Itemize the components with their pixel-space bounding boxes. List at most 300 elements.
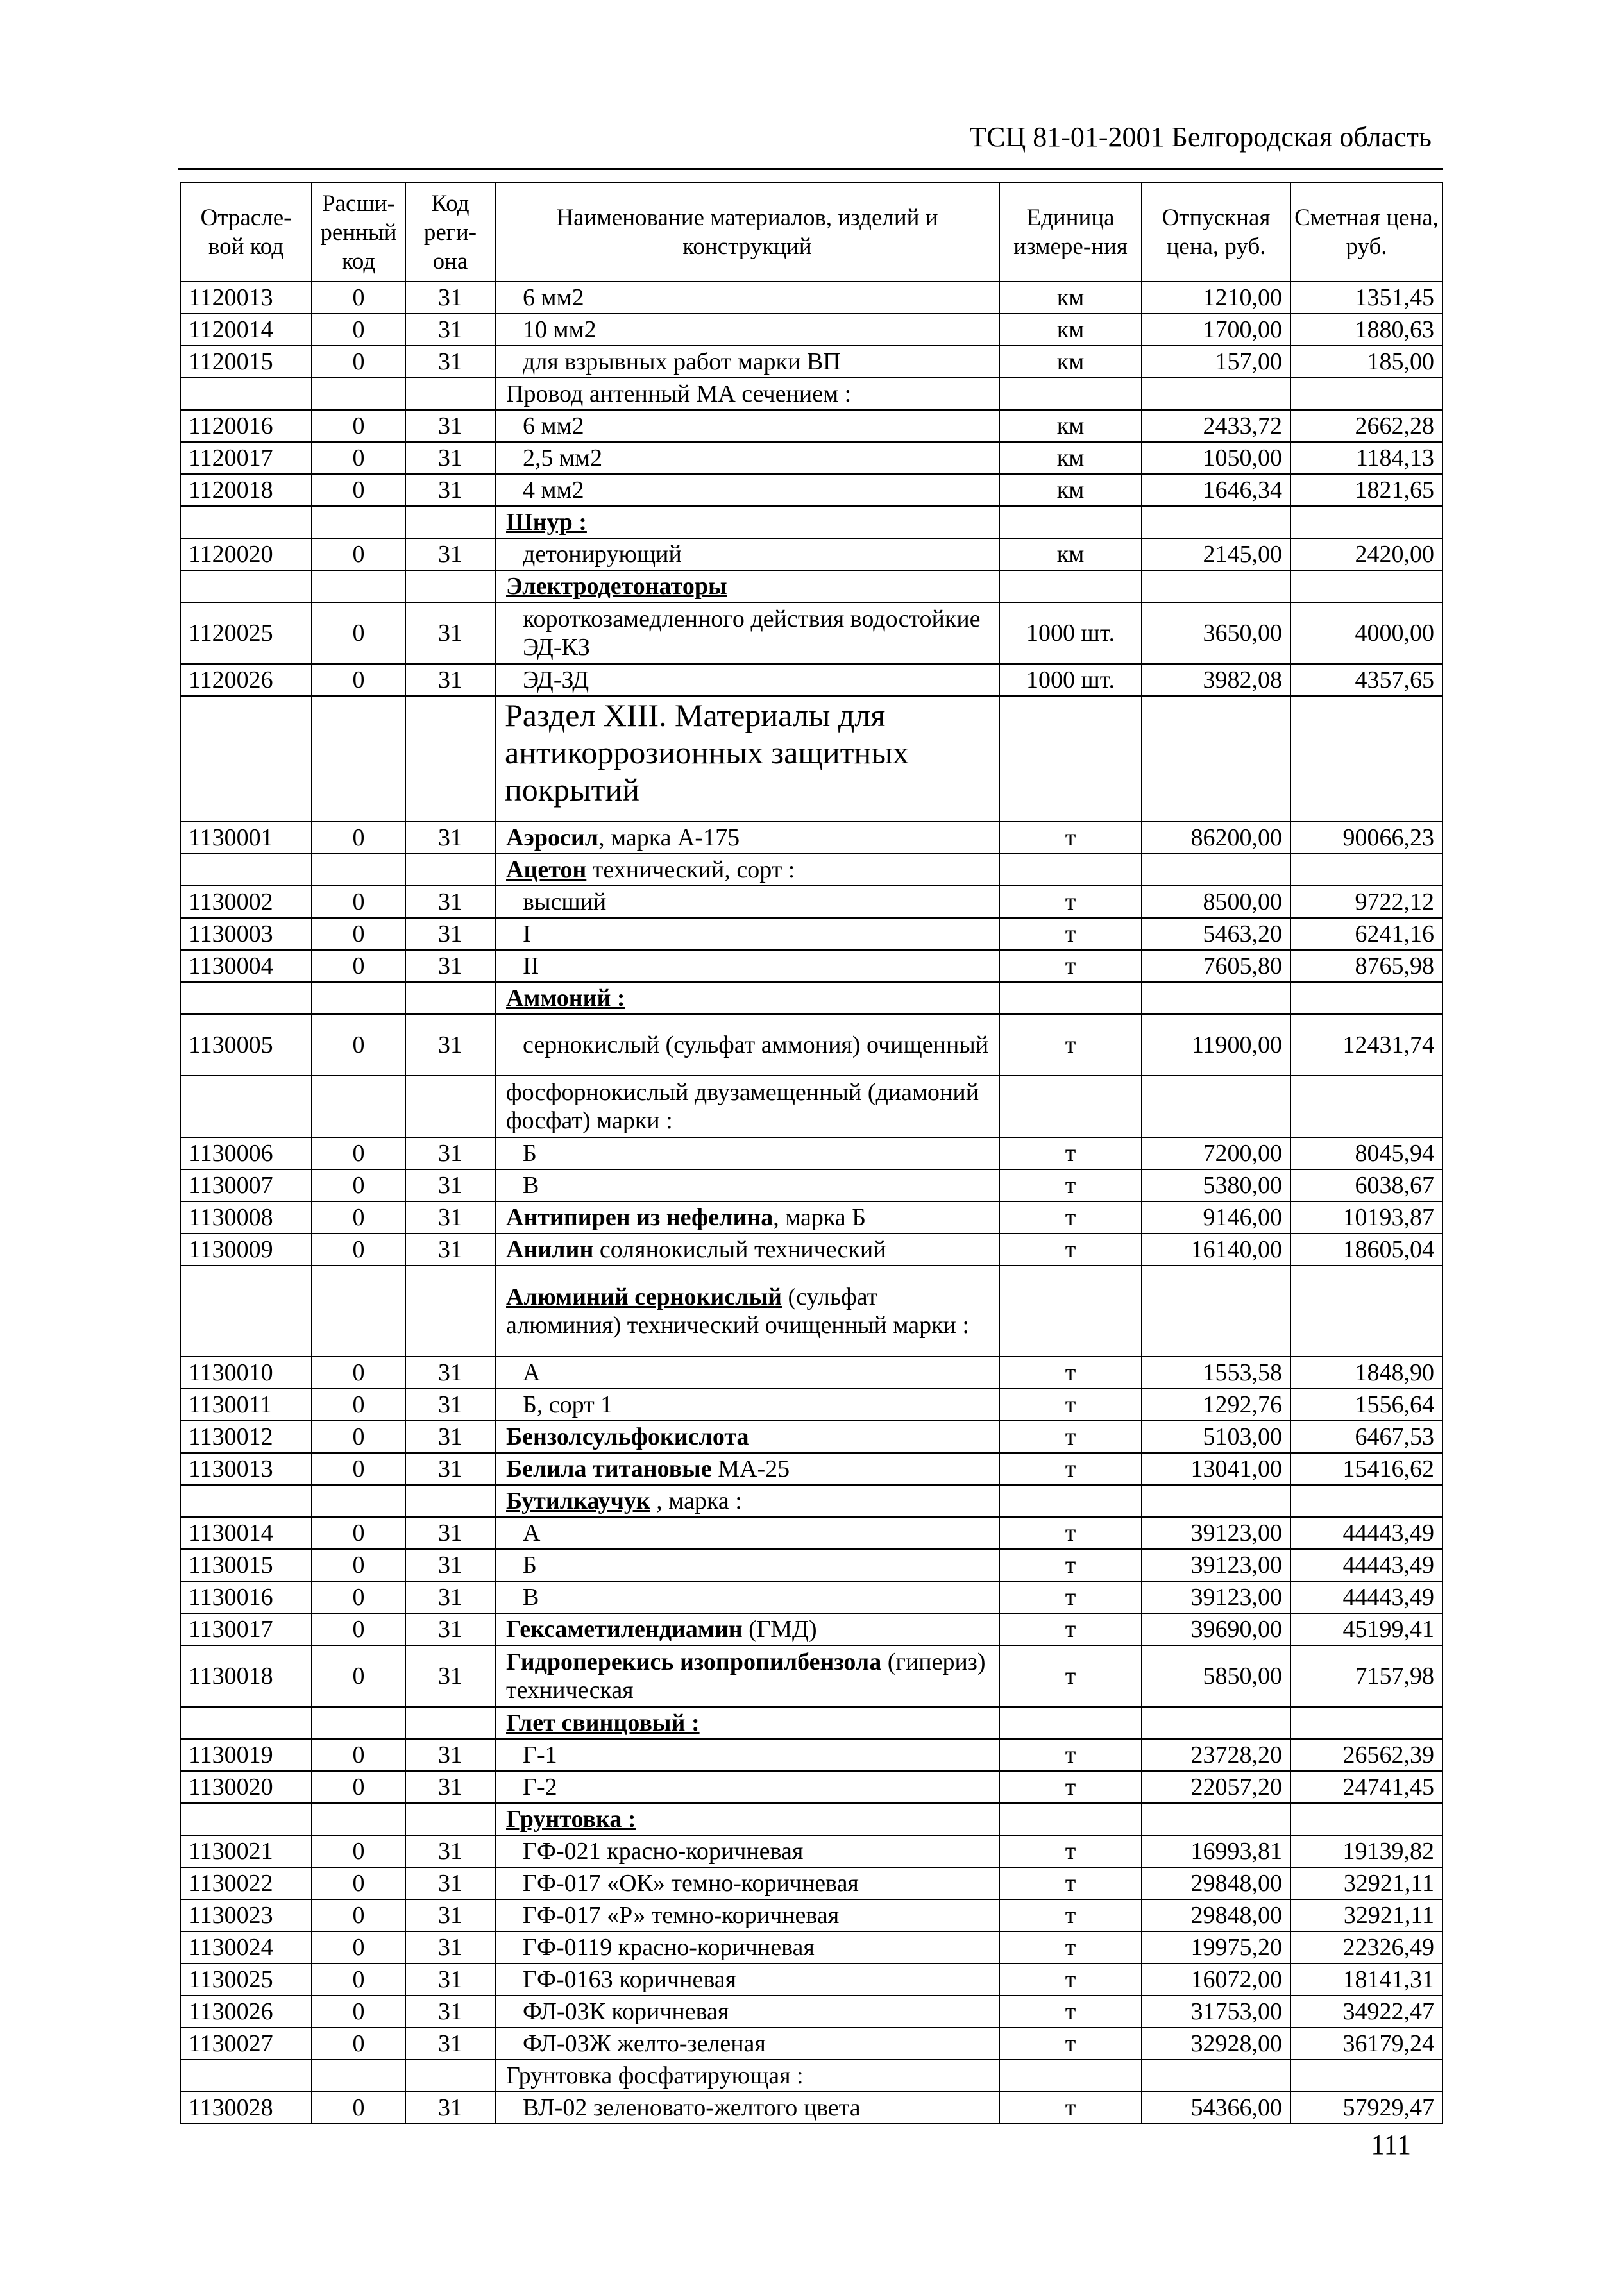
table-row xyxy=(180,950,1442,982)
code-cell: 1130003 xyxy=(180,918,312,950)
empty-cell xyxy=(1290,1076,1442,1137)
estimate-price-cell: 185,00 xyxy=(1290,346,1442,378)
unit-cell: т xyxy=(999,1517,1142,1549)
region-cell: 31 xyxy=(405,1389,495,1421)
table-row xyxy=(180,1581,1442,1613)
table-row xyxy=(180,1771,1442,1803)
ext-code-cell: 0 xyxy=(312,1963,405,1996)
unit-cell: т xyxy=(999,1996,1142,2028)
empty-cell xyxy=(312,1076,405,1137)
code-cell: 1130006 xyxy=(180,1137,312,1169)
code-cell: 1130002 xyxy=(180,886,312,918)
empty-cell xyxy=(1142,696,1290,822)
group-name xyxy=(495,854,999,886)
unit-cell: км xyxy=(999,474,1142,506)
group-header-row xyxy=(180,1707,1442,1739)
unit-cell: км xyxy=(999,314,1142,346)
region-cell: 31 xyxy=(405,886,495,918)
region-cell: 31 xyxy=(405,1517,495,1549)
page-header-title: ТСЦ 81-01-2001 Белгородская область xyxy=(969,121,1432,153)
empty-cell xyxy=(405,1076,495,1137)
empty-cell xyxy=(999,696,1142,822)
group-name-text: Грунтовка фосфатирующая : xyxy=(506,2062,804,2089)
estimate-price-cell: 18605,04 xyxy=(1290,1233,1442,1266)
release-price-cell: 39123,00 xyxy=(1142,1549,1290,1581)
code-cell: 1130026 xyxy=(180,1996,312,2028)
unit-cell: 1000 шт. xyxy=(999,664,1142,696)
table-row xyxy=(180,1931,1442,1963)
term-rest: , марка А-175 xyxy=(598,824,740,851)
release-price-cell: 86200,00 xyxy=(1142,822,1290,854)
ext-code-cell: 0 xyxy=(312,1201,405,1233)
table-row xyxy=(180,886,1442,918)
name-cell: ГФ-017 «ОК» темно-коричневая xyxy=(495,1867,999,1899)
name-cell xyxy=(495,1201,999,1233)
empty-cell xyxy=(1290,1803,1442,1835)
empty-cell xyxy=(1290,1485,1442,1517)
term-text: Антипирен из нефелина xyxy=(506,1204,774,1231)
estimate-price-cell: 34922,47 xyxy=(1290,1996,1442,2028)
unit-cell: т xyxy=(999,1867,1142,1899)
code-cell: 1130028 xyxy=(180,2092,312,2124)
table-row xyxy=(180,1613,1442,1645)
unit-cell: т xyxy=(999,1169,1142,1201)
region-cell: 31 xyxy=(405,1233,495,1266)
group-name-text: Аммоний : xyxy=(506,985,625,1012)
estimate-price-cell: 8045,94 xyxy=(1290,1137,1442,1169)
name-cell: ЭД-ЗД xyxy=(495,664,999,696)
ext-code-cell: 0 xyxy=(312,1835,405,1867)
table-row xyxy=(180,1996,1442,2028)
name-cell xyxy=(495,1613,999,1645)
code-cell: 1130020 xyxy=(180,1771,312,1803)
estimate-price-cell: 32921,11 xyxy=(1290,1899,1442,1931)
unit-cell: т xyxy=(999,1899,1142,1931)
estimate-price-cell: 45199,41 xyxy=(1290,1613,1442,1645)
empty-cell xyxy=(1142,1266,1290,1357)
region-cell: 31 xyxy=(405,1201,495,1233)
unit-cell: т xyxy=(999,1549,1142,1581)
ext-code-cell: 0 xyxy=(312,1899,405,1931)
term-text: Гидроперекись изопропилбензола xyxy=(506,1649,882,1675)
table-row xyxy=(180,474,1442,506)
name-cell: для взрывных работ марки ВП xyxy=(495,346,999,378)
group-name xyxy=(495,1485,999,1517)
empty-cell xyxy=(312,506,405,538)
name-cell: Б, сорт 1 xyxy=(495,1389,999,1421)
term-text: Аэросил xyxy=(506,824,599,851)
name-cell xyxy=(495,1421,999,1453)
ext-code-cell: 0 xyxy=(312,1549,405,1581)
code-cell: 1130005 xyxy=(180,1014,312,1076)
group-name-text: фосфорнокислый двузамещенный (диамоний фосфат) марки : xyxy=(506,1079,979,1134)
empty-cell xyxy=(1290,1266,1442,1357)
region-cell: 31 xyxy=(405,1613,495,1645)
ext-code-cell: 0 xyxy=(312,314,405,346)
region-cell: 31 xyxy=(405,2092,495,2124)
empty-cell xyxy=(1142,2060,1290,2092)
code-cell: 1130004 xyxy=(180,950,312,982)
table-row xyxy=(180,1169,1442,1201)
name-cell: 2,5 мм2 xyxy=(495,442,999,474)
empty-cell xyxy=(180,1707,312,1739)
ext-code-cell: 0 xyxy=(312,1739,405,1771)
code-cell: 1130021 xyxy=(180,1835,312,1867)
price-table xyxy=(180,182,1443,2124)
name-cell: 6 мм2 xyxy=(495,410,999,442)
ext-code-cell: 0 xyxy=(312,1453,405,1485)
group-name xyxy=(495,506,999,538)
name-cell: I xyxy=(495,918,999,950)
group-header-row xyxy=(180,1803,1442,1835)
release-price-cell: 29848,00 xyxy=(1142,1899,1290,1931)
empty-cell xyxy=(405,506,495,538)
estimate-price-cell: 1351,45 xyxy=(1290,282,1442,314)
release-price-cell: 23728,20 xyxy=(1142,1739,1290,1771)
empty-cell xyxy=(180,2060,312,2092)
section-header-row xyxy=(180,696,1442,822)
empty-cell xyxy=(1142,1076,1290,1137)
estimate-price-cell: 12431,74 xyxy=(1290,1014,1442,1076)
estimate-price-cell: 32921,11 xyxy=(1290,1867,1442,1899)
unit-cell: км xyxy=(999,410,1142,442)
empty-cell xyxy=(1290,2060,1442,2092)
group-header-row xyxy=(180,506,1442,538)
region-cell: 31 xyxy=(405,282,495,314)
ext-code-cell: 0 xyxy=(312,602,405,664)
estimate-price-cell: 6038,67 xyxy=(1290,1169,1442,1201)
code-cell: 1130023 xyxy=(180,1899,312,1931)
ext-code-cell: 0 xyxy=(312,1389,405,1421)
ext-code-cell: 0 xyxy=(312,1014,405,1076)
name-cell: ГФ-021 красно-коричневая xyxy=(495,1835,999,1867)
code-cell: 1130010 xyxy=(180,1357,312,1389)
region-cell: 31 xyxy=(405,1739,495,1771)
ext-code-cell: 0 xyxy=(312,1931,405,1963)
unit-cell: км xyxy=(999,442,1142,474)
code-cell: 1120025 xyxy=(180,602,312,664)
empty-cell xyxy=(405,378,495,410)
estimate-price-cell: 1556,64 xyxy=(1290,1389,1442,1421)
empty-cell xyxy=(405,1803,495,1835)
table-body xyxy=(180,282,1442,2124)
release-price-cell: 39123,00 xyxy=(1142,1517,1290,1549)
table-row xyxy=(180,1739,1442,1771)
estimate-price-cell: 1821,65 xyxy=(1290,474,1442,506)
code-cell: 1120018 xyxy=(180,474,312,506)
region-cell: 31 xyxy=(405,1996,495,2028)
group-header-row xyxy=(180,982,1442,1014)
region-cell: 31 xyxy=(405,1421,495,1453)
empty-cell xyxy=(180,570,312,602)
estimate-price-cell: 7157,98 xyxy=(1290,1645,1442,1707)
estimate-price-cell: 19139,82 xyxy=(1290,1835,1442,1867)
empty-cell xyxy=(999,2060,1142,2092)
release-price-cell: 157,00 xyxy=(1142,346,1290,378)
estimate-price-cell: 2662,28 xyxy=(1290,410,1442,442)
region-cell: 31 xyxy=(405,1867,495,1899)
page-number: 111 xyxy=(1371,2129,1411,2160)
release-price-cell: 7605,80 xyxy=(1142,950,1290,982)
term-rest: (гипериз) техническая xyxy=(506,1649,986,1704)
name-cell: Г-2 xyxy=(495,1771,999,1803)
estimate-price-cell: 9722,12 xyxy=(1290,886,1442,918)
unit-cell: т xyxy=(999,1613,1142,1645)
region-cell: 31 xyxy=(405,474,495,506)
col-header-unit: Единица измере-ния xyxy=(999,183,1142,282)
empty-cell xyxy=(180,506,312,538)
code-cell: 1120020 xyxy=(180,538,312,570)
empty-cell xyxy=(1142,378,1290,410)
table-row xyxy=(180,918,1442,950)
region-cell: 31 xyxy=(405,1581,495,1613)
term-text: Анилин xyxy=(506,1236,594,1263)
ext-code-cell: 0 xyxy=(312,1867,405,1899)
estimate-price-cell: 1184,13 xyxy=(1290,442,1442,474)
release-price-cell: 39690,00 xyxy=(1142,1613,1290,1645)
name-cell: Г-1 xyxy=(495,1739,999,1771)
term-rest: МА-25 xyxy=(711,1455,790,1482)
empty-cell xyxy=(312,854,405,886)
group-name xyxy=(495,570,999,602)
code-cell: 1130015 xyxy=(180,1549,312,1581)
release-price-cell: 3650,00 xyxy=(1142,602,1290,664)
empty-cell xyxy=(1142,570,1290,602)
name-cell xyxy=(495,1645,999,1707)
term-rest: солянокислый технический xyxy=(593,1236,886,1263)
unit-cell: км xyxy=(999,538,1142,570)
term-text: Белила титановые xyxy=(506,1455,712,1482)
release-price-cell: 31753,00 xyxy=(1142,1996,1290,2028)
name-cell xyxy=(495,822,999,854)
region-cell: 31 xyxy=(405,314,495,346)
term-text: Гексаметилендиамин xyxy=(506,1616,743,1643)
release-price-cell: 1292,76 xyxy=(1142,1389,1290,1421)
name-cell: В xyxy=(495,1169,999,1201)
estimate-price-cell: 4357,65 xyxy=(1290,664,1442,696)
table-row xyxy=(180,1835,1442,1867)
empty-cell xyxy=(1290,982,1442,1014)
group-term: Алюминий сернокислый xyxy=(506,1284,782,1310)
code-cell: 1130024 xyxy=(180,1931,312,1963)
unit-cell: т xyxy=(999,822,1142,854)
group-name xyxy=(495,982,999,1014)
empty-cell xyxy=(999,570,1142,602)
name-cell: ВЛ-02 зеленовато-желтого цвета xyxy=(495,2092,999,2124)
release-price-cell: 29848,00 xyxy=(1142,1867,1290,1899)
name-cell xyxy=(495,1233,999,1266)
empty-cell xyxy=(1290,696,1442,822)
table-row xyxy=(180,442,1442,474)
release-price-cell: 8500,00 xyxy=(1142,886,1290,918)
term-text: Бензолсульфокислота xyxy=(506,1423,749,1450)
unit-cell: т xyxy=(999,1645,1142,1707)
empty-cell xyxy=(999,1076,1142,1137)
group-name xyxy=(495,378,999,410)
estimate-price-cell: 44443,49 xyxy=(1290,1581,1442,1613)
ext-code-cell: 0 xyxy=(312,1613,405,1645)
estimate-price-cell: 44443,49 xyxy=(1290,1549,1442,1581)
empty-cell xyxy=(1142,506,1290,538)
estimate-price-cell: 6241,16 xyxy=(1290,918,1442,950)
region-cell: 31 xyxy=(405,1014,495,1076)
group-header-row xyxy=(180,570,1442,602)
table-row xyxy=(180,410,1442,442)
empty-cell xyxy=(405,1266,495,1357)
release-price-cell: 32928,00 xyxy=(1142,2028,1290,2060)
unit-cell: т xyxy=(999,1453,1142,1485)
table-row xyxy=(180,1233,1442,1266)
empty-cell xyxy=(180,1803,312,1835)
region-cell: 31 xyxy=(405,2028,495,2060)
unit-cell: т xyxy=(999,1014,1142,1076)
group-header-row xyxy=(180,378,1442,410)
region-cell: 31 xyxy=(405,1453,495,1485)
group-term-rest: (сульфат алюминия) технический очищенный марки : xyxy=(506,1284,969,1339)
name-cell: детонирующий xyxy=(495,538,999,570)
group-term-rest: , марка : xyxy=(650,1488,742,1514)
region-cell: 31 xyxy=(405,950,495,982)
table-row xyxy=(180,1453,1442,1485)
release-price-cell: 54366,00 xyxy=(1142,2092,1290,2124)
release-price-cell: 16140,00 xyxy=(1142,1233,1290,1266)
col-header-release-price: Отпускная цена, руб. xyxy=(1142,183,1290,282)
release-price-cell: 1050,00 xyxy=(1142,442,1290,474)
ext-code-cell: 0 xyxy=(312,1581,405,1613)
ext-code-cell: 0 xyxy=(312,410,405,442)
unit-cell: т xyxy=(999,886,1142,918)
col-header-estimate-price: Сметная цена, руб. xyxy=(1290,183,1442,282)
estimate-price-cell: 2420,00 xyxy=(1290,538,1442,570)
region-cell: 31 xyxy=(405,346,495,378)
estimate-price-cell: 26562,39 xyxy=(1290,1739,1442,1771)
table-row xyxy=(180,1963,1442,1996)
release-price-cell: 1646,34 xyxy=(1142,474,1290,506)
region-cell: 31 xyxy=(405,1835,495,1867)
table-row xyxy=(180,1137,1442,1169)
region-cell: 31 xyxy=(405,822,495,854)
empty-cell xyxy=(180,1485,312,1517)
group-name-text: Провод антенный МА сечением : xyxy=(506,380,852,407)
group-header-row xyxy=(180,1485,1442,1517)
estimate-price-cell: 15416,62 xyxy=(1290,1453,1442,1485)
group-name-text: Шнур : xyxy=(506,509,587,536)
estimate-price-cell: 10193,87 xyxy=(1290,1201,1442,1233)
ext-code-cell: 0 xyxy=(312,1771,405,1803)
unit-cell: т xyxy=(999,1357,1142,1389)
unit-cell: т xyxy=(999,1739,1142,1771)
code-cell: 1120026 xyxy=(180,664,312,696)
empty-cell xyxy=(312,1266,405,1357)
empty-cell xyxy=(405,1485,495,1517)
name-cell: 4 мм2 xyxy=(495,474,999,506)
ext-code-cell: 0 xyxy=(312,886,405,918)
name-cell: ГФ-0119 красно-коричневая xyxy=(495,1931,999,1963)
empty-cell xyxy=(999,1803,1142,1835)
name-cell: 10 мм2 xyxy=(495,314,999,346)
release-price-cell: 11900,00 xyxy=(1142,1014,1290,1076)
empty-cell xyxy=(1142,982,1290,1014)
release-price-cell: 5463,20 xyxy=(1142,918,1290,950)
empty-cell xyxy=(999,1485,1142,1517)
estimate-price-cell: 36179,24 xyxy=(1290,2028,1442,2060)
empty-cell xyxy=(405,982,495,1014)
release-price-cell: 1210,00 xyxy=(1142,282,1290,314)
ext-code-cell: 0 xyxy=(312,1357,405,1389)
unit-cell: т xyxy=(999,1931,1142,1963)
section-title: Раздел XIII. Материалы для антикоррозионных защитных покрытий xyxy=(495,696,999,822)
ext-code-cell: 0 xyxy=(312,950,405,982)
table-row xyxy=(180,538,1442,570)
code-cell: 1120014 xyxy=(180,314,312,346)
release-price-cell: 9146,00 xyxy=(1142,1201,1290,1233)
ext-code-cell: 0 xyxy=(312,474,405,506)
name-cell: А xyxy=(495,1517,999,1549)
unit-cell: т xyxy=(999,1835,1142,1867)
empty-cell xyxy=(312,1803,405,1835)
code-cell: 1130011 xyxy=(180,1389,312,1421)
empty-cell xyxy=(312,696,405,822)
name-cell: А xyxy=(495,1357,999,1389)
unit-cell: т xyxy=(999,1421,1142,1453)
empty-cell xyxy=(180,1076,312,1137)
code-cell: 1130017 xyxy=(180,1613,312,1645)
empty-cell xyxy=(1142,1803,1290,1835)
group-name xyxy=(495,1707,999,1739)
code-cell: 1120013 xyxy=(180,282,312,314)
estimate-price-cell: 44443,49 xyxy=(1290,1517,1442,1549)
code-cell: 1130027 xyxy=(180,2028,312,2060)
table-row xyxy=(180,822,1442,854)
code-cell: 1130022 xyxy=(180,1867,312,1899)
release-price-cell: 19975,20 xyxy=(1142,1931,1290,1963)
ext-code-cell: 0 xyxy=(312,2028,405,2060)
code-cell: 1120017 xyxy=(180,442,312,474)
empty-cell xyxy=(180,696,312,822)
term-rest: , марка Б xyxy=(773,1204,866,1231)
empty-cell xyxy=(312,570,405,602)
empty-cell xyxy=(1290,506,1442,538)
col-header-region: Код реги-она xyxy=(405,183,495,282)
code-cell: 1130019 xyxy=(180,1739,312,1771)
ext-code-cell: 0 xyxy=(312,1517,405,1549)
empty-cell xyxy=(405,2060,495,2092)
empty-cell xyxy=(312,982,405,1014)
name-cell: ФЛ-03Ж желто-зеленая xyxy=(495,2028,999,2060)
unit-cell: т xyxy=(999,1201,1142,1233)
release-price-cell: 16993,81 xyxy=(1142,1835,1290,1867)
estimate-price-cell: 18141,31 xyxy=(1290,1963,1442,1996)
ext-code-cell: 0 xyxy=(312,1169,405,1201)
empty-cell xyxy=(1142,1485,1290,1517)
table-row xyxy=(180,1549,1442,1581)
empty-cell xyxy=(405,1707,495,1739)
unit-cell: т xyxy=(999,1137,1142,1169)
empty-cell xyxy=(1142,854,1290,886)
region-cell: 31 xyxy=(405,1549,495,1581)
release-price-cell: 22057,20 xyxy=(1142,1771,1290,1803)
table-row xyxy=(180,2028,1442,2060)
group-name-text: Глет свинцовый : xyxy=(506,1709,700,1736)
ext-code-cell: 0 xyxy=(312,1137,405,1169)
estimate-price-cell: 4000,00 xyxy=(1290,602,1442,664)
region-cell: 31 xyxy=(405,602,495,664)
group-header-row xyxy=(180,2060,1442,2092)
unit-cell: т xyxy=(999,918,1142,950)
unit-cell: т xyxy=(999,1233,1142,1266)
empty-cell xyxy=(1290,1707,1442,1739)
unit-cell: км xyxy=(999,346,1142,378)
